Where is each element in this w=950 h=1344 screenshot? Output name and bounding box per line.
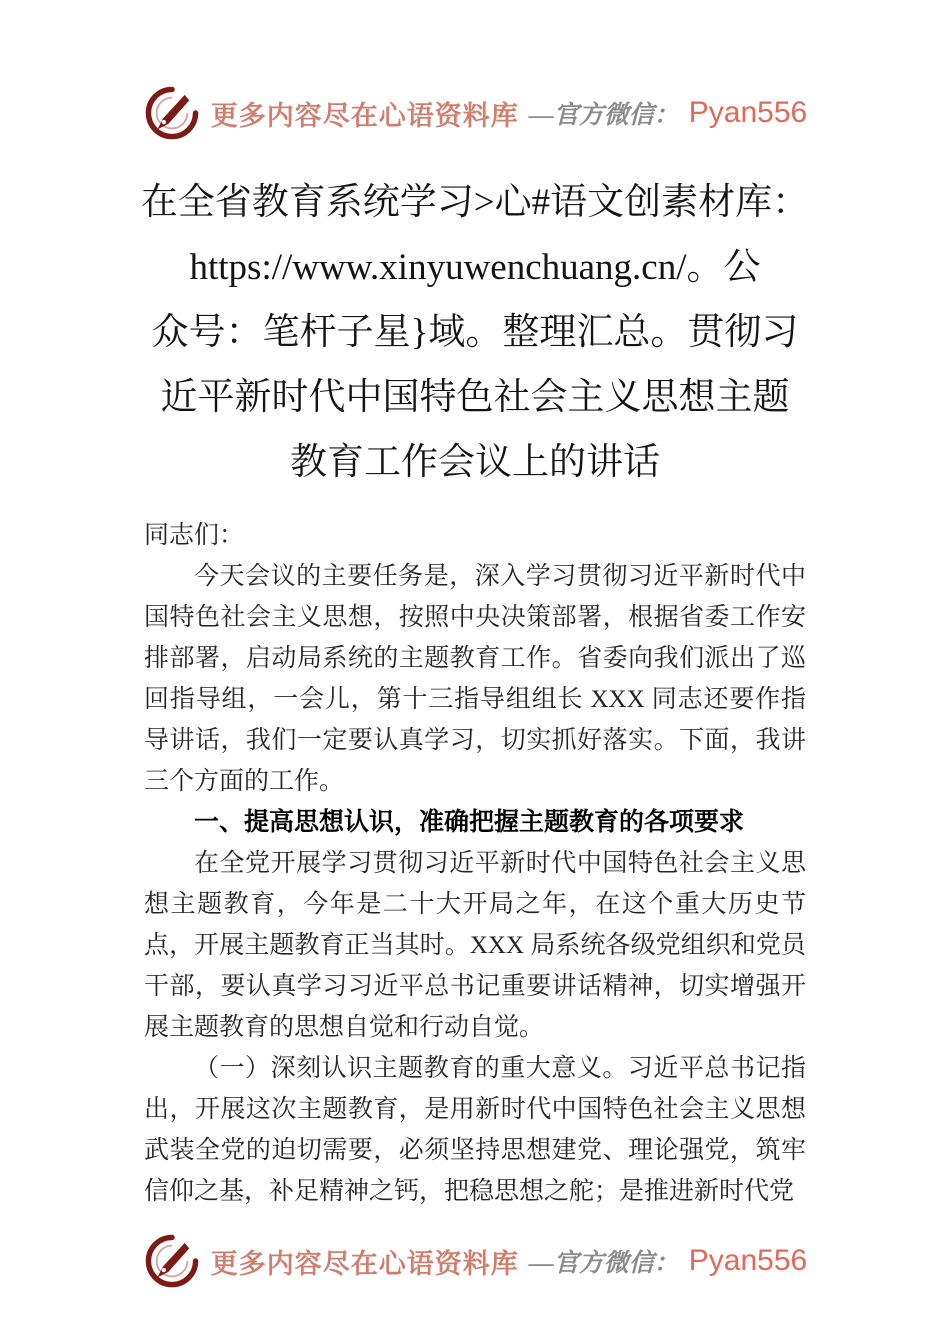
watermark-brand-text: 更多内容尽在心语资料库 xyxy=(210,1248,519,1279)
title-line: https://www.xinyuwenchuang.cn/。公 xyxy=(189,247,761,288)
paragraph: （一）深刻认识主题教育的重大意义。习近平总书记指出，开展这次主题教育，是用新时代中国特色社会主义思想武装全党的迫切需要，必须坚持思想建党、理论强党，筑牢信仰之基，补足精神之钙，把稳思想之舵；是推进新时代党 xyxy=(144,1055,806,1205)
paragraph: 今天会议的主要任务是，深入学习贯彻习近平新时代中国特色社会主义思想，按照中央决策部署，根据省委工作安排部署，启动局系统的主题教育工作。省委向我们派出了巡回指导组，一会儿，第十三指导组组长 XXX 同志还要作指导讲话，我们一定要认真学习，切实抓好落实。下面，我讲三个方面的工作。 xyxy=(144,563,806,795)
pen-circle-logo-icon xyxy=(143,84,201,142)
title-line: 教育工作会议上的讲话 xyxy=(290,442,660,483)
watermark-wechat-account: Pyan556 xyxy=(688,96,808,129)
paragraph: 同志们： xyxy=(144,522,245,549)
title-line: 近平新时代中国特色社会主义思想主题 xyxy=(160,377,790,418)
footer-watermark xyxy=(0,1232,950,1290)
document-body xyxy=(144,515,806,1212)
watermark-channel-label: —官方微信： xyxy=(528,1250,679,1277)
header-watermark xyxy=(0,0,950,142)
watermark-wechat-account: Pyan556 xyxy=(688,1244,808,1277)
section-heading: 一、提高思想认识，准确把握主题教育的各项要求 xyxy=(194,808,745,836)
watermark-brand-text: 更多内容尽在心语资料库 xyxy=(210,100,519,131)
pen-circle-logo-icon xyxy=(143,1232,201,1290)
paragraph: 在全党开展学习贯彻习近平新时代中国特色社会主义思想主题教育，今年是二十大开局之年，在这个重大历史节点，开展主题教育正当其时。XXX 局系统各级党组织和党员干部，要认真学习习近平总书记重要讲话精神，切实增强开展主题教育的思想自觉和行动自觉。 xyxy=(144,850,806,1041)
title-line: 在全省教育系统学习>心#语文创素材库： xyxy=(140,182,810,223)
document-title xyxy=(125,170,825,495)
title-line: 众号：笔杆子星}域。整理汇总。贯彻习 xyxy=(151,312,799,353)
watermark-channel-label: —官方微信： xyxy=(528,102,679,129)
